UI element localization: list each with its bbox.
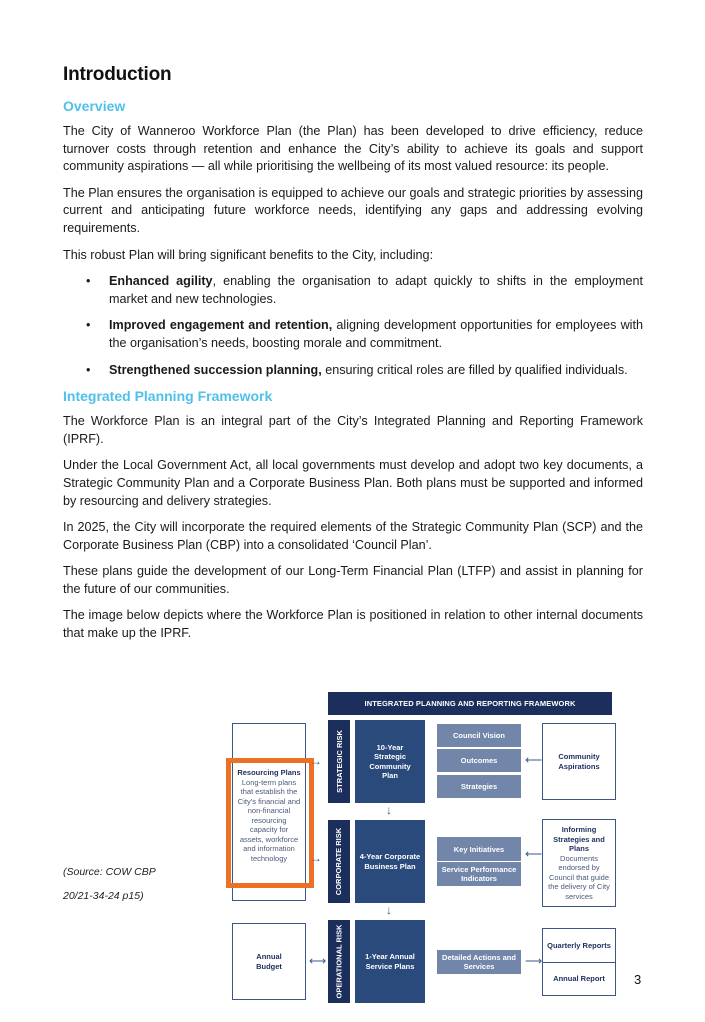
resourcing-plans-box: Resourcing Plans Long-term plans that establish the City’s financial and non-financial resourcing capacity for assets, workforce and information technology [232,723,306,901]
arrow-right-icon: ⟶ [525,954,543,968]
document-page [63,64,643,652]
page-number: 3 [634,972,642,987]
list-item: • Improved engagement and retention, aligning development opportunities for employees with the organisation’s needs, boosting morale and commitment. [109,317,643,352]
arrow-both-icon: ⟷ [309,954,327,968]
reports-box: Quarterly Reports Annual Report [542,928,616,996]
list-item: • Enhanced agility, enabling the organisation to adapt quickly to shifts in the employment market and new technologies. [109,273,643,308]
arrow-left-icon: ⟵ [525,847,543,861]
overview-heading: Overview [63,98,126,114]
paragraph: The City of Wanneroo Workforce Plan (the Plan) has been developed to drive efficiency, reduce turnover costs through retention and enhance the City’s ability to achieve its goals and support community aspirations — all while prioritising the wellbeing of its most valued resource: its people. [63,124,643,174]
source-caption-line1: (Source: COW CBP [63,866,156,878]
strategic-risk-bar: STRATEGIC RISK [328,720,350,803]
paragraph: The image below depicts where the Workforce Plan is positioned in relation to other internal documents that make up the IPRF. [63,608,643,641]
ipf-heading: Integrated Planning Framework [63,388,273,405]
paragraph: The Workforce Plan is an integral part of the City’s Integrated Planning and Reporting Framework (IPRF). [63,414,643,446]
corporate-risk-bar: CORPORATE RISK [328,820,350,903]
arrow-right-icon: → [310,754,322,768]
informing-strategies-box: Informing Strategies and Plans Documents endorsed by Council that guide the delivery of City services [542,819,616,907]
paragraph: Under the Local Government Act, all local governments must develop and adopt two key documents, a Strategic Community Plan and a Corporate Business Plan. Both plans must be supported and informed by resourcing and delivery strategies. [63,458,643,508]
diagram-header: INTEGRATED PLANNING AND REPORTING FRAMEWORK [328,692,612,715]
highlight-frame [226,758,314,888]
outcomes-box: Outcomes [437,749,521,772]
service-performance-indicators-box: Service Performance Indicators [437,862,521,886]
paragraph: These plans guide the development of our Long-Term Financial Plan (LTFP) and assist in planning for the future of our communities. [63,564,643,596]
arrow-right-icon: → [310,851,322,865]
arrow-down-icon: ↓ [386,803,392,817]
benefits-list [63,273,643,379]
corporate-business-plan: 4-Year Corporate Business Plan [355,820,425,903]
paragraph: In 2025, the City will incorporate the required elements of the Strategic Community Plan (SCP) and the Corporate Business Plan (CBP) into a consolidated ‘Council Plan’. [63,520,643,552]
operational-risk-bar: OPERATIONAL RISK [328,920,350,1003]
annual-service-plans: 1-Year Annual Service Plans [355,920,425,1003]
arrow-left-icon: ⟵ [525,753,543,767]
arrow-down-icon: ↓ [386,903,392,917]
annual-budget-box: Annual Budget [232,923,306,1000]
paragraph: This robust Plan will bring significant benefits to the City, including: [63,247,434,262]
strategic-community-plan: 10-Year Strategic Community Plan [355,720,425,803]
paragraph: The Plan ensures the organisation is equipped to achieve our goals and strategic priorities by assessing current and anticipating future workforce needs, identifying any gaps and addressing evolving requirements. [63,185,643,235]
list-item: • Strengthened succession planning, ensuring critical roles are filled by qualified individuals. [109,362,643,380]
detailed-actions-box: Detailed Actions and Services [437,950,521,974]
community-aspirations-box: Community Aspirations [542,723,616,800]
source-caption-line2: 20/21-34-24 p15) [63,890,144,902]
strategies-box: Strategies [437,775,521,798]
key-initiatives-box: Key Initiatives [437,837,521,861]
council-vision-box: Council Vision [437,724,521,747]
page-title: Introduction [63,64,172,85]
